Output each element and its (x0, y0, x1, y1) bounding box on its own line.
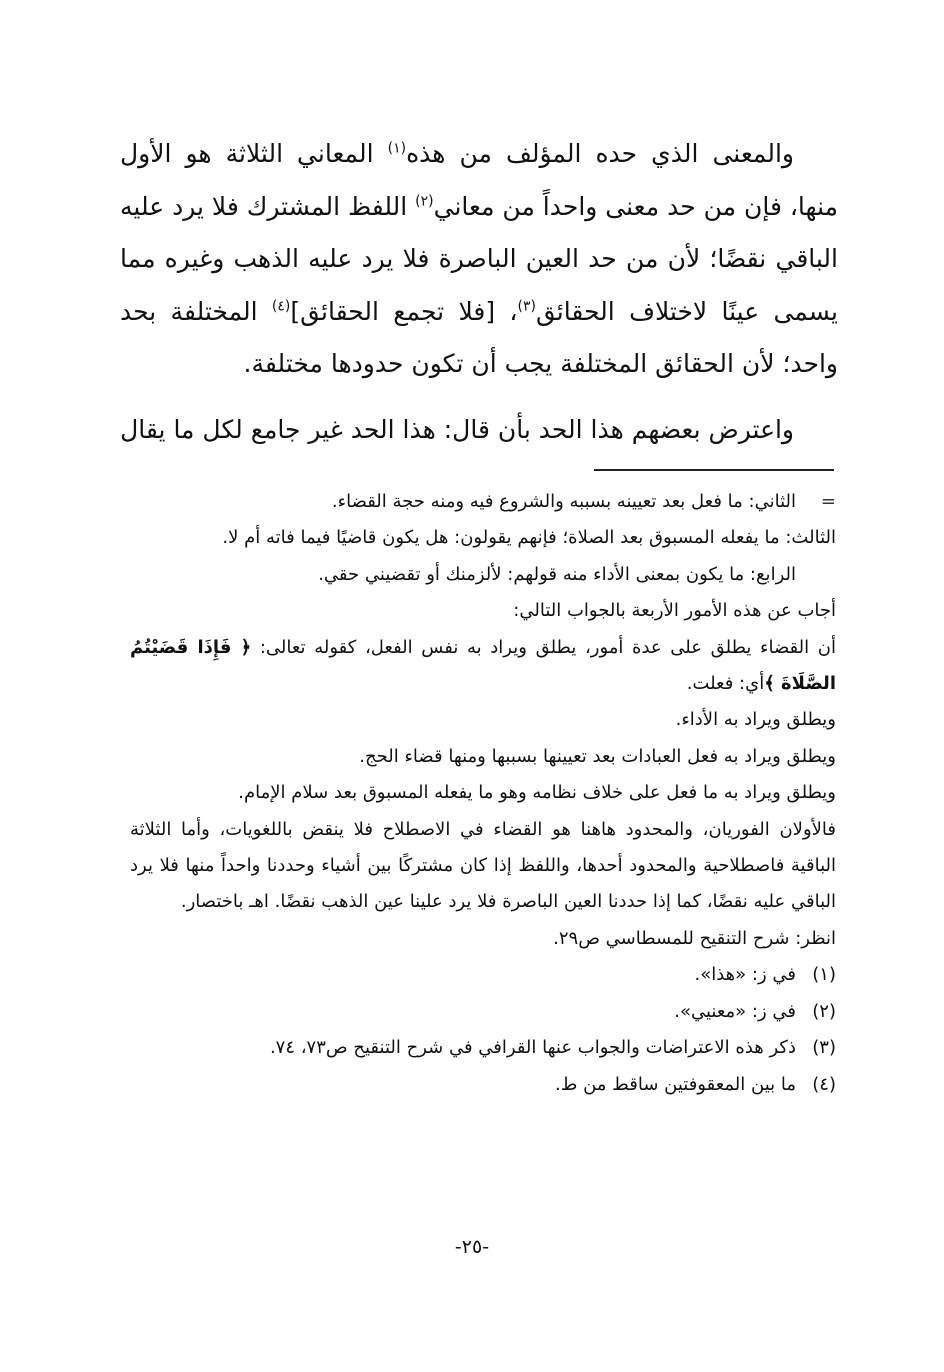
continuation-mark: = (820, 491, 836, 512)
paragraph-2: واعترض بعضهم هذا الحد بأن قال: هذا الحد غير جامع لكل ما يقال (120, 414, 794, 444)
note-line: الرابع: ما يكون بمعنى الأداء منه قولهم: لألزمنك أو تقضيني حقي. (318, 563, 796, 585)
note-line: الثالث: ما يفعله المسبوق بعد الصلاة؛ فإنهم يقولون: هل يكون قاضيًا فيما فاته أم لا. (222, 527, 836, 549)
footnote-text: في ز: «معنيي». (674, 1000, 796, 1022)
note-line (130, 484, 836, 520)
text-run: اللفظ المشترك فلا يرد عليه الباقي نقضًا؛ لأن من حد العين الباصرة فلا يرد عليه الذهب وغيره مما يسمى عينًا لاختلاف الحقائق (120, 191, 838, 326)
note-line: أجاب عن هذه الأمور الأربعة بالجواب التالي: (513, 600, 836, 622)
footnote-ref-1: (١) (387, 140, 407, 157)
footnote-ref-2: (٢) (415, 193, 434, 210)
footnote-number: (٢) (812, 1000, 836, 1022)
page-number: -٢٥- (454, 1236, 490, 1258)
note-text: أي: فعلت. (686, 673, 765, 695)
note-line: ويطلق ويراد به فعل العبادات بعد تعيينها بسببها ومنها قضاء الحج. (359, 745, 836, 767)
note-text: أن القضاء يطلق على عدة أمور، يطلق ويراد به نفس الفعل، كقوله تعالى: (251, 636, 837, 658)
note-line: فالأولان الفوريان، والمحدود هاهنا هو القضاء في الاصطلاح فلا ينقض باللغويات، وأما الثلاثة الباقية فاصطلاحية والمحدود أحدها، واللفظ إذا كان مشتركًا بين أشياء وحددنا واحداً منها فلا يرد الباقي عليه نقضًا، كما إذا حددنا العين الباصرة فلا يرد علينا عين الذهب نقضًا. اهـ باختصار. (130, 818, 836, 913)
footnote-number: (١) (812, 964, 836, 986)
footnote-1 (130, 957, 836, 993)
footnote-text: ما بين المعقوفتين ساقط من ط. (555, 1073, 796, 1095)
footnote-number: (٤) (812, 1073, 836, 1095)
text-run: المختلفة بحد واحد؛ لأن الحقائق المختلفة يجب أن تكون حدودها مختلفة. (120, 296, 838, 378)
footnote-separator (594, 469, 834, 471)
footnote-ref-4: (٤) (271, 298, 291, 315)
text-run: والمعنى الذي حده المؤلف من هذه (406, 139, 794, 168)
footnote-3 (130, 1030, 836, 1066)
note-line: ويطلق ويراد به الأداء. (675, 709, 836, 731)
footnote-4 (130, 1067, 836, 1103)
footnote-ref-3: (٣) (517, 298, 536, 315)
footnote-number: (٣) (812, 1037, 836, 1059)
footnote-text: في ز: «هذا». (694, 964, 796, 986)
note-line: انظر: شرح التنقيح للمسطاسي ص٢٩. (553, 927, 836, 949)
note-quran-line (130, 630, 836, 703)
text-run: المعاني الثلاثة هو الأول منها، فإن من حد معنى واحداً من معاني (120, 139, 839, 221)
footnotes-section (130, 484, 836, 1103)
note-line: ويطلق ويراد به ما فعل على خلاف نظامه وهو ما يفعله المسبوق بعد سلام الإمام. (238, 782, 836, 804)
main-text (120, 128, 838, 456)
footnote-2 (130, 994, 836, 1030)
footnote-text: ذكر هذه الاعتراضات والجواب عنها القرافي في شرح التنقيح ص٧٣، ٧٤. (269, 1037, 796, 1059)
text-run: ، [فلا تجمع الحقائق] (290, 296, 518, 326)
paragraph-1 (120, 128, 838, 391)
quran-verse: ﴿ فَإِذَا قَضَيْتُمُ الصَّلَاةَ ﴾ (130, 636, 836, 695)
note-text: الثاني: ما فعل بعد تعيينه بسببه والشروع فيه ومنه حجة القضاء. (331, 491, 796, 512)
